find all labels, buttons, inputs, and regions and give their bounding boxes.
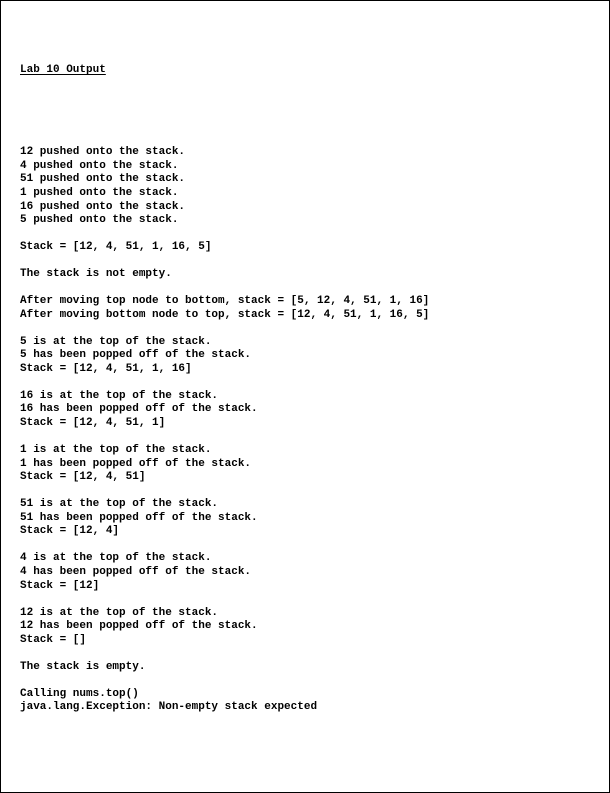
output-line: 4 pushed onto the stack. [20, 159, 179, 172]
output-block [20, 295, 429, 322]
output-block [20, 688, 429, 715]
output-line: The stack is empty. [20, 660, 146, 673]
output-line: 1 has been popped off of the stack. [20, 457, 252, 470]
spacer [20, 322, 429, 335]
output-blocks [20, 146, 429, 715]
output-line: Stack = [12, 4, 51, 1] [20, 417, 166, 430]
output-line: 5 has been popped off of the stack. [20, 349, 252, 362]
spacer [20, 255, 429, 268]
output-line: After moving bottom node to top, stack = [12, 4, 51, 1, 16, 5] [20, 308, 430, 321]
output-block [20, 241, 429, 255]
console-output [20, 37, 429, 742]
output-block [20, 661, 429, 675]
output-line: Calling nums.top() [20, 687, 139, 700]
output-line: 12 has been popped off of the stack. [20, 620, 258, 633]
output-line: java.lang.Exception: Non-empty stack expected [20, 701, 318, 714]
output-line: 1 is at the top of the stack. [20, 444, 212, 456]
output-line: Stack = [12, 4, 51] [20, 471, 146, 484]
output-line: The stack is not empty. [20, 268, 172, 281]
output-block [20, 607, 429, 648]
spacer [20, 485, 429, 498]
spacer [20, 674, 429, 687]
output-line: 4 is at the top of the stack. [20, 552, 212, 565]
output-line: 51 is at the top of the stack. [20, 498, 219, 511]
spacer [20, 431, 429, 444]
spacer [20, 282, 429, 295]
output-line: Stack = [12, 4, 51, 1, 16] [20, 362, 192, 375]
output-line: Stack = [12, 4, 51, 1, 16, 5] [20, 241, 212, 254]
output-line: Stack = [] [20, 633, 87, 646]
output-block [20, 146, 429, 228]
output-line: 16 pushed onto the stack. [20, 200, 186, 213]
output-line: 16 has been popped off of the stack. [20, 403, 258, 416]
output-block [20, 336, 429, 377]
document-title: Lab 10 Output [20, 64, 106, 77]
output-line: After moving top node to bottom, stack = [5, 12, 4, 51, 1, 16] [20, 295, 430, 308]
spacer [20, 539, 429, 552]
output-line: 12 pushed onto the stack. [20, 146, 186, 159]
output-line: Stack = [12, 4] [20, 525, 120, 538]
spacer [20, 647, 429, 660]
output-line: 12 is at the top of the stack. [20, 606, 219, 619]
output-line: 16 is at the top of the stack. [20, 389, 219, 402]
output-line: 1 pushed onto the stack. [20, 186, 179, 199]
output-line: 4 has been popped off of the stack. [20, 565, 252, 578]
output-line: 5 is at the top of the stack. [20, 335, 212, 348]
output-block [20, 444, 429, 485]
output-block [20, 552, 429, 593]
output-line: 51 has been popped off of the stack. [20, 511, 258, 524]
output-line: 51 pushed onto the stack. [20, 173, 186, 186]
output-block [20, 498, 429, 539]
output-line: 5 pushed onto the stack. [20, 214, 179, 227]
spacer [20, 593, 429, 606]
output-line: Stack = [12] [20, 579, 100, 592]
spacer [20, 105, 429, 119]
spacer [20, 376, 429, 389]
output-block [20, 268, 429, 282]
spacer [20, 228, 429, 241]
output-block [20, 390, 429, 431]
